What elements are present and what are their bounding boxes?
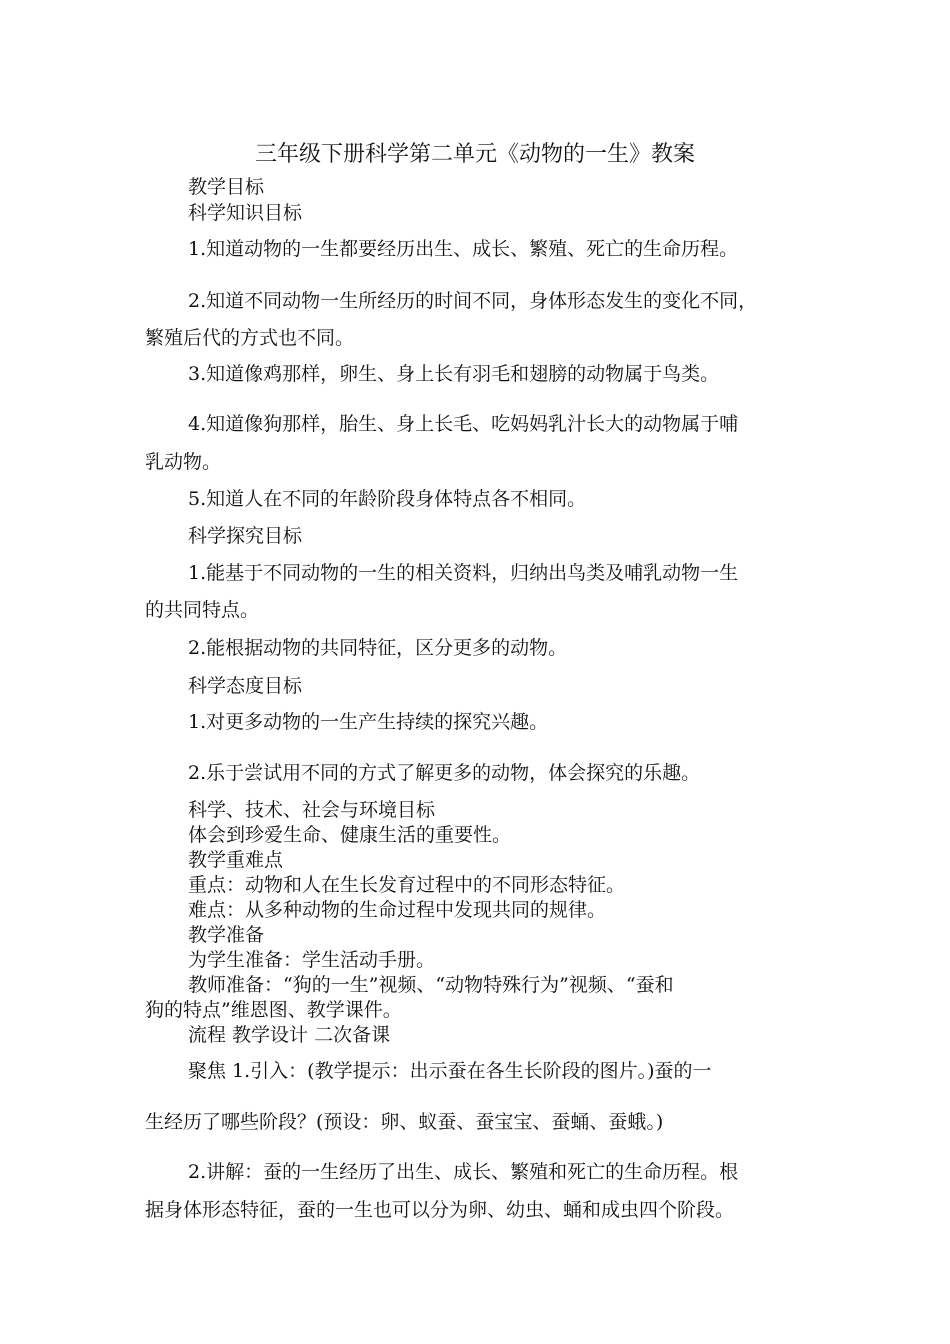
focus-intro-cont: 生经历了哪些阶段？(预设：卵、蚁蚕、蚕宝宝、蚕蛹、蚕蛾。)	[145, 1111, 664, 1133]
stse-goal-text: 体会到珍爱生命、健康生活的重要性。	[188, 824, 512, 846]
knowledge-goal-4: 4.知道像狗那样，胎生、身上长毛、吃妈妈乳汁长大的动物属于哺	[188, 413, 739, 435]
heading-inquiry-goals: 科学探究目标	[188, 525, 303, 547]
process-header: 流程 教学设计 二次备课	[188, 1024, 391, 1046]
knowledge-goal-3: 3.知道像鸡那样，卵生、身上长有羽毛和翅膀的动物属于鸟类。	[188, 363, 720, 385]
knowledge-goal-2-cont: 繁殖后代的方式也不同。	[145, 327, 355, 349]
inquiry-goal-1: 1.能基于不同动物的一生的相关资料，归纳出鸟类及哺乳动物一生	[188, 562, 739, 584]
knowledge-goal-4-cont: 乳动物。	[145, 451, 222, 473]
heading-teaching-goals: 教学目标	[188, 176, 265, 198]
heading-attitude-goals: 科学态度目标	[188, 675, 303, 697]
heading-preparation: 教学准备	[188, 924, 265, 946]
teacher-preparation: 教师准备：“狗的一生”视频、“动物特殊行为”视频、“蚕和	[188, 974, 674, 996]
heading-knowledge-goals: 科学知识目标	[188, 202, 303, 224]
heading-key-points: 教学重难点	[188, 849, 284, 871]
knowledge-goal-2: 2.知道不同动物一生所经历的时间不同，身体形态发生的变化不同，	[188, 290, 758, 312]
attitude-goal-2: 2.乐于尝试用不同的方式了解更多的动物，体会探究的乐趣。	[188, 762, 701, 784]
knowledge-goal-1: 1.知道动物的一生都要经历出生、成长、繁殖、死亡的生命历程。	[188, 238, 739, 260]
document-title: 三年级下册科学第二单元《动物的一生》教案	[254, 142, 695, 167]
heading-stse-goals: 科学、技术、社会与环境目标	[188, 799, 436, 821]
explanation-cont: 据身体形态特征，蚕的一生也可以分为卵、幼虫、蛹和成虫四个阶段。	[145, 1199, 735, 1221]
inquiry-goal-2: 2.能根据动物的共同特征，区分更多的动物。	[188, 637, 568, 659]
inquiry-goal-1-cont: 的共同特点。	[145, 599, 260, 621]
teacher-preparation-cont: 狗的特点”维恩图、教学课件。	[145, 999, 402, 1021]
student-preparation: 为学生准备：学生活动手册。	[188, 949, 436, 971]
attitude-goal-1: 1.对更多动物的一生产生持续的探究兴趣。	[188, 711, 549, 733]
key-point: 重点：动物和人在生长发育过程中的不同形态特征。	[188, 874, 626, 896]
explanation: 2.讲解：蚕的一生经历了出生、成长、繁殖和死亡的生命历程。根	[188, 1161, 739, 1183]
focus-intro: 聚焦 1.引入：(教学提示：出示蚕在各生长阶段的图片。)蚕的一	[188, 1060, 712, 1082]
knowledge-goal-5: 5.知道人在不同的年龄阶段身体特点各不相同。	[188, 488, 587, 510]
difficult-point: 难点：从多种动物的生命过程中发现共同的规律。	[188, 899, 607, 921]
